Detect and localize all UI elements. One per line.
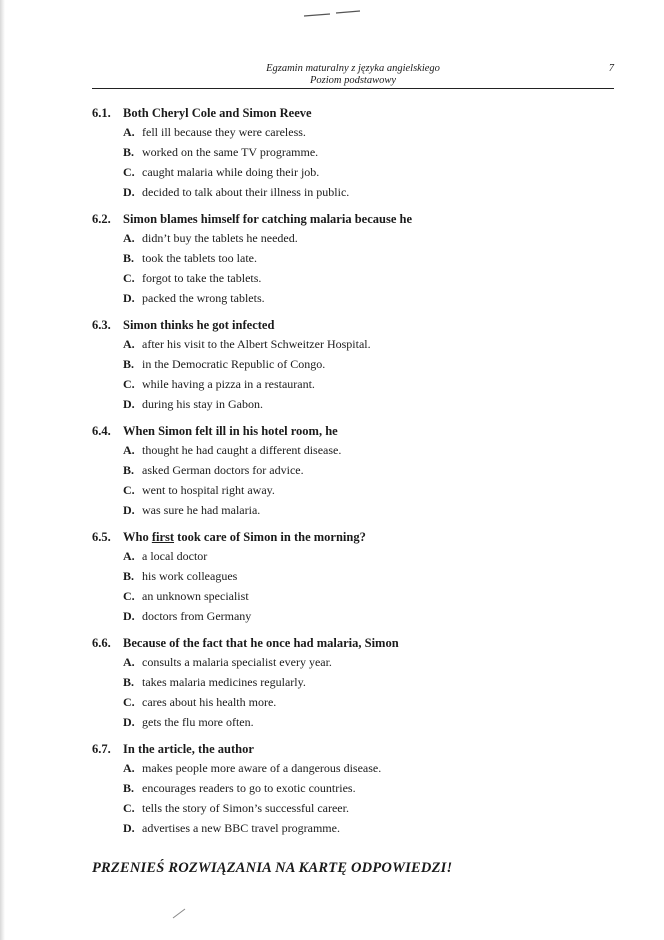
exam-title: Egzamin maturalny z języka angielskiego [266, 63, 440, 74]
question-6-4 [92, 422, 532, 520]
option-text: after his visit to the Albert Schweitzer Hospital. [142, 337, 371, 351]
option-text: cares about his health more. [142, 695, 277, 709]
option-text: tells the story of Simon’s successful career. [142, 801, 349, 815]
question-6-2 [92, 210, 532, 308]
option-text: decided to talk about their illness in public. [142, 185, 350, 199]
option-letter: C. [123, 695, 135, 709]
question-text: Simon blames himself for catching malaria because he [123, 212, 412, 226]
option-letter: A. [123, 125, 135, 139]
question-6-6 [92, 634, 532, 732]
option-d [92, 606, 532, 626]
pen-stroke-icon [172, 907, 186, 919]
option-letter: D. [123, 609, 135, 623]
option-text: forgot to take the tablets. [142, 271, 262, 285]
question-number: 6.1. [92, 106, 111, 120]
option-letter: A. [123, 231, 135, 245]
underlined-keyword: first [151, 530, 175, 544]
option-a [92, 122, 532, 142]
option-text: took the tablets too late. [142, 251, 257, 265]
option-letter: A. [123, 655, 135, 669]
option-letter: C. [123, 801, 135, 815]
question-number: 6.4. [92, 424, 111, 438]
option-text: an unknown specialist [142, 589, 249, 603]
question-stem [92, 634, 532, 652]
question-stem [92, 422, 532, 440]
question-text: Because of the fact that he once had malaria, Simon [123, 636, 399, 650]
option-letter: C. [123, 271, 135, 285]
option-c [92, 268, 532, 288]
question-6-7 [92, 740, 532, 838]
question-text: When Simon felt ill in his hotel room, he [123, 424, 338, 438]
question-stem [92, 104, 532, 122]
option-text: packed the wrong tablets. [142, 291, 265, 305]
option-text: in the Democratic Republic of Congo. [142, 357, 326, 371]
question-text-start: Who [123, 530, 152, 544]
option-text: gets the flu more often. [142, 715, 254, 729]
option-b [92, 142, 532, 162]
question-stem [92, 316, 532, 334]
option-text: doctors from Germany [142, 609, 252, 623]
option-d [92, 818, 532, 838]
option-a [92, 440, 532, 460]
option-letter: B. [123, 251, 135, 265]
option-text: asked German doctors for advice. [142, 463, 304, 477]
question-number: 6.5. [92, 530, 111, 544]
option-text: takes malaria medicines regularly. [142, 675, 306, 689]
option-text: his work colleagues [142, 569, 238, 583]
option-a [92, 228, 532, 248]
option-text: consults a malaria specialist every year. [142, 655, 332, 669]
option-letter: D. [123, 397, 135, 411]
question-6-3 [92, 316, 532, 414]
option-letter: C. [123, 377, 135, 391]
option-text: worked on the same TV programme. [142, 145, 319, 159]
transfer-answers-instruction: PRZENIEŚ ROZWIĄZANIA NA KARTĘ ODPOWIEDZI! [92, 860, 453, 876]
option-d [92, 712, 532, 732]
option-letter: B. [123, 569, 135, 583]
option-c [92, 374, 532, 394]
option-c [92, 162, 532, 182]
option-letter: B. [123, 145, 135, 159]
option-text: thought he had caught a different disease. [142, 443, 342, 457]
option-text: makes people more aware of a dangerous disease. [142, 761, 382, 775]
option-text: a local doctor [142, 549, 208, 563]
option-text: was sure he had malaria. [142, 503, 261, 517]
question-text: Simon thinks he got infected [123, 318, 275, 332]
option-letter: D. [123, 291, 135, 305]
option-text: didn’t buy the tablets he needed. [142, 231, 298, 245]
question-stem [92, 528, 532, 546]
question-text: Both Cheryl Cole and Simon Reeve [123, 106, 312, 120]
option-d [92, 500, 532, 520]
option-d [92, 394, 532, 414]
question-number: 6.2. [92, 212, 111, 226]
pen-mark-icon [302, 10, 362, 18]
question-number: 6.7. [92, 742, 111, 756]
page-number: 7 [608, 63, 614, 74]
option-letter: B. [123, 781, 135, 795]
question-6-1 [92, 104, 532, 202]
option-text: caught malaria while doing their job. [142, 165, 320, 179]
option-letter: A. [123, 337, 135, 351]
option-letter: A. [123, 761, 135, 775]
option-text: while having a pizza in a restaurant. [142, 377, 315, 391]
question-number: 6.3. [92, 318, 111, 332]
option-d [92, 182, 532, 202]
option-b [92, 566, 532, 586]
option-letter: A. [123, 549, 135, 563]
option-a [92, 758, 532, 778]
option-b [92, 778, 532, 798]
page-header [92, 62, 614, 89]
question-number: 6.6. [92, 636, 111, 650]
option-letter: B. [123, 675, 135, 689]
option-letter: A. [123, 443, 135, 457]
question-6-5 [92, 528, 532, 626]
question-list [92, 104, 532, 846]
option-letter: B. [123, 357, 135, 371]
option-b [92, 248, 532, 268]
question-text-end: took care of Simon in the morning? [174, 530, 366, 544]
option-a [92, 652, 532, 672]
option-b [92, 460, 532, 480]
option-text: during his stay in Gabon. [142, 397, 263, 411]
option-letter: C. [123, 165, 135, 179]
question-stem [92, 210, 532, 228]
option-c [92, 480, 532, 500]
option-d [92, 288, 532, 308]
scan-edge-shadow [0, 0, 5, 940]
option-b [92, 354, 532, 374]
option-text: advertises a new BBC travel programme. [142, 821, 340, 835]
option-letter: D. [123, 503, 135, 517]
question-stem [92, 740, 532, 758]
option-c [92, 692, 532, 712]
option-a [92, 546, 532, 566]
option-c [92, 798, 532, 818]
option-a [92, 334, 532, 354]
option-letter: D. [123, 821, 135, 835]
option-letter: C. [123, 589, 135, 603]
exam-level: Poziom podstawowy [309, 75, 397, 86]
question-text: In the article, the author [123, 742, 254, 756]
option-b [92, 672, 532, 692]
option-c [92, 586, 532, 606]
option-text: encourages readers to go to exotic countries. [142, 781, 356, 795]
option-letter: D. [123, 185, 135, 199]
option-letter: C. [123, 483, 135, 497]
option-text: went to hospital right away. [142, 483, 275, 497]
option-letter: B. [123, 463, 135, 477]
option-text: fell ill because they were careless. [142, 125, 306, 139]
option-letter: D. [123, 715, 135, 729]
